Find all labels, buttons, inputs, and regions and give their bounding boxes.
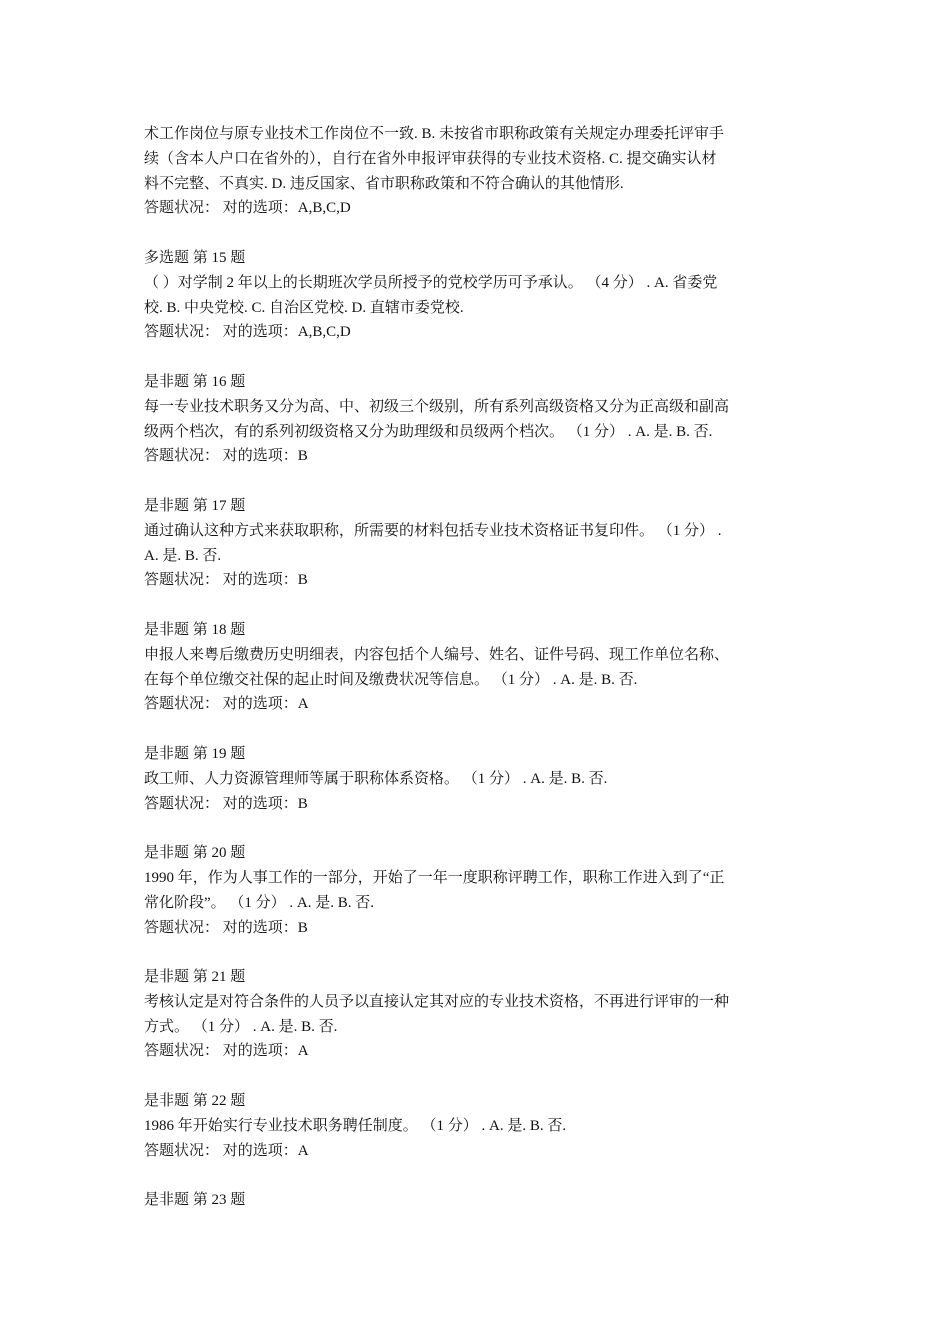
question-block-18 <box>144 618 808 717</box>
answer-status: 答题状况： 对的选项：B <box>144 572 308 589</box>
question-block-17 <box>144 494 808 593</box>
question-header: 是非题 第 18 题 <box>144 621 246 638</box>
question-block-14-continued <box>144 122 808 221</box>
question-text-line: 术工作岗位与原专业技术工作岗位不一致. B. 未按省市职称政策有关规定办理委托评审手 <box>144 126 725 142</box>
answer-status: 答题状况： 对的选项：B <box>144 919 308 936</box>
question-text-line: A. 是. B. 否. <box>144 547 222 564</box>
question-text-line: 在每个单位缴交社保的起止时间及缴费状况等信息。 （1 分） . A. 是. B. 否. <box>144 671 638 688</box>
answer-status: 答题状况： 对的选项：A <box>144 1142 309 1159</box>
question-header: 是非题 第 17 题 <box>144 497 246 514</box>
question-header: 多选题 第 15 题 <box>144 249 246 266</box>
question-header: 是非题 第 16 题 <box>144 373 246 390</box>
question-header: 是非题 第 20 题 <box>144 845 246 862</box>
question-header: 是非题 第 23 题 <box>144 1192 246 1209</box>
question-text-line: 每一专业技术职务又分为高、中、初级三个级别，所有系列高级资格又分为正高级和副高 <box>144 398 730 415</box>
answer-status: 答题状况： 对的选项：B <box>144 795 308 812</box>
question-text-line: 政工师、人力资源管理师等属于职称体系资格。 （1 分） . A. 是. B. 否. <box>144 770 608 787</box>
question-block-22 <box>144 1089 808 1163</box>
question-text-line: 申报人来粤后缴费历史明细表，内容包括个人编号、姓名、证件号码、现工作单位名称、 <box>144 646 730 663</box>
answer-status: 答题状况： 对的选项：A,B,C,D <box>144 200 351 217</box>
answer-status: 答题状况： 对的选项：A <box>144 696 309 713</box>
question-header: 是非题 第 21 题 <box>144 969 246 986</box>
answer-status: 答题状况： 对的选项：B <box>144 448 308 465</box>
question-text-line: 续（含本人户口在省外的），自行在省外申报评审获得的专业技术资格. C. 提交确实认材 <box>144 150 717 167</box>
question-text-line: 1986 年开始实行专业技术职务聘任制度。 （1 分） . A. 是. B. 否. <box>144 1117 567 1134</box>
question-text-line: 校. B. 中央党校. C. 自治区党校. D. 直辖市委党校. <box>144 299 464 316</box>
question-block-20 <box>144 841 808 940</box>
question-block-21 <box>144 965 808 1064</box>
question-block-15 <box>144 246 808 345</box>
question-header: 是非题 第 19 题 <box>144 745 246 762</box>
question-text-line: （ ）对学制 2 年以上的长期班次学员所授予的党校学历可予承认。 （4 分） . A. 省委党 <box>144 274 718 291</box>
question-block-16 <box>144 370 808 469</box>
document-page <box>144 122 808 1238</box>
question-text-line: 级两个档次，有的系列初级资格又分为助理级和员级两个档次。 （1 分） . A. 是. B. 否. <box>144 423 713 440</box>
answer-status: 答题状况： 对的选项：A,B,C,D <box>144 324 351 341</box>
question-block-23 <box>144 1188 808 1213</box>
question-block-19 <box>144 742 808 816</box>
question-text-line: 通过确认这种方式来获取职称，所需要的材料包括专业技术资格证书复印件。 （1 分） . <box>144 522 722 539</box>
question-text-line: 1990 年，作为人事工作的一部分，开始了一年一度职称评聘工作，职称工作进入到了“正 <box>144 869 725 886</box>
answer-status: 答题状况： 对的选项：A <box>144 1043 309 1060</box>
question-text-line: 方式。 （1 分） . A. 是. B. 否. <box>144 1018 338 1035</box>
question-text-line: 常化阶段”。 （1 分） . A. 是. B. 否. <box>144 894 374 911</box>
question-text-line: 料不完整、不真实. D. 违反国家、省市职称政策和不符合确认的其他情形. <box>144 175 624 192</box>
question-text-line: 考核认定是对符合条件的人员予以直接认定其对应的专业技术资格，不再进行评审的一种 <box>144 993 730 1010</box>
question-header: 是非题 第 22 题 <box>144 1093 246 1110</box>
